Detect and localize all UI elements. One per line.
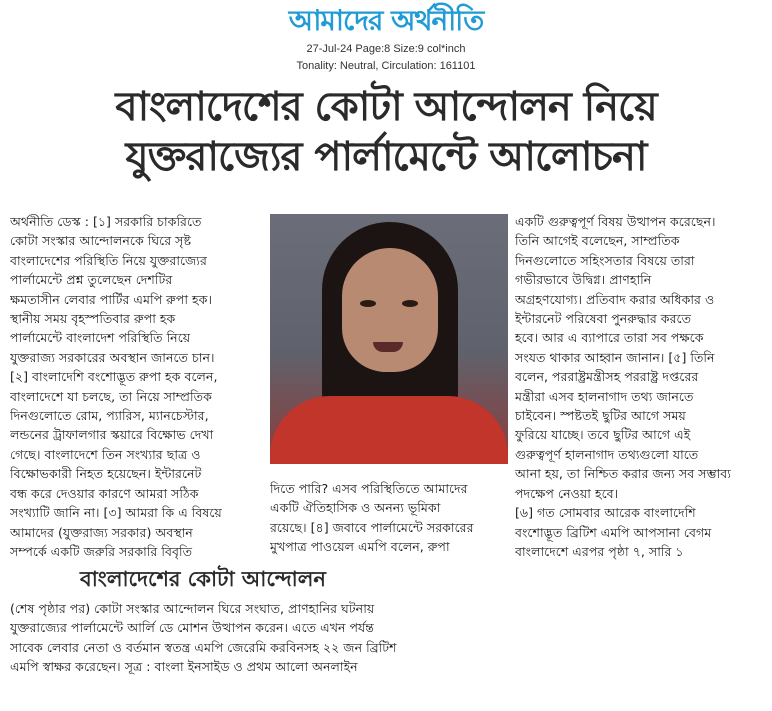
text-line: [৬] গত সোমবার আরেক বাংলাদেশি bbox=[515, 505, 696, 521]
text-line: পার্লামেন্টে বাংলাদেশ পরিস্থিতি নিয়ে bbox=[10, 330, 191, 346]
text-line: অগ্রহণযোগ্য। প্রতিবাদ করার অধিকার ও bbox=[515, 291, 715, 307]
text-line: দিনগুলোতে রোম, প্যারিস, ম্যানচেস্টার, bbox=[10, 408, 209, 424]
text-line: (শেষ পৃষ্ঠার পর) কোটা সংস্কার আন্দোলন ঘিরে সংঘাত, প্রাণহানির ঘটনায় bbox=[10, 601, 375, 616]
clipping-meta-line1: 27-Jul-24 Page:8 Size:9 col*inch bbox=[306, 43, 466, 55]
masthead bbox=[0, 4, 772, 38]
text-line: বাংলাদেশে যা চলছে, তা নিয়ে সাম্প্রতিক bbox=[10, 388, 212, 404]
text-line: সংখ্যাটি জানি না। [৩] আমরা কি এ বিষয়ে bbox=[10, 505, 222, 521]
text-line: মন্ত্রীরা এসব হালনাগাদ তথ্য জানতে bbox=[515, 388, 694, 404]
continuation-body bbox=[10, 599, 470, 677]
text-line: সংযত থাকার আহ্বান জানান। [৫] তিনি bbox=[515, 349, 715, 365]
text-line: বাংলাদেশে এরপর পৃষ্ঠা ৭, সারি ১ bbox=[515, 543, 684, 559]
text-line: এমপি স্বাক্ষর করেছেন। সূত্র : বাংলা ইনসাইড ও প্রথম আলো অনলাইন bbox=[10, 659, 358, 675]
text-line: কোটা সংস্কার আন্দোলনকে ঘিরে সৃষ্ট bbox=[10, 233, 192, 249]
text-line: বন্ধ করে দেওয়ার কারণে আমরা সঠিক bbox=[10, 485, 199, 501]
photo-eye-right bbox=[402, 300, 418, 307]
article-headline bbox=[0, 82, 772, 182]
photo-face bbox=[342, 248, 438, 372]
text-line: বিক্ষোভকারী নিহত হয়েছেন। ইন্টারনেট bbox=[10, 466, 202, 482]
text-line: বংশোদ্ভূত ব্রিটিশ এমপি আপসানা বেগম bbox=[515, 524, 712, 540]
text-line: সম্পর্কে একটি জরুরি সরকারি বিবৃতি bbox=[10, 543, 193, 559]
text-line: ইন্টারনেট পরিষেবা পুনরুদ্ধার করতে bbox=[515, 311, 692, 327]
text-line: যুক্তরাজ্য সরকারের অবস্থান জানতে চান। bbox=[10, 349, 215, 365]
text-line: ফুরিয়ে যাচ্ছে। তবে ছুটির আগে এই bbox=[515, 427, 691, 443]
text-line: বলেন, পররাষ্ট্রমন্ত্রীসহ পররাষ্ট্র দপ্তরের bbox=[515, 369, 699, 385]
headline-line-2: যুক্তরাজ্যের পার্লামেন্টে আলোচনা bbox=[125, 134, 647, 180]
newspaper-logo: আমাদের অর্থনীতি bbox=[288, 4, 484, 37]
text-line: চাইবেন। স্পষ্টতই ছুটির আগে সময় bbox=[515, 408, 686, 424]
text-line: দিতে পারি? এসব পরিস্থিতিতে আমাদের bbox=[270, 481, 468, 496]
text-line: স্থানীয় সময় বৃহস্পতিবার রুপা হক bbox=[10, 311, 176, 327]
article-column-middle bbox=[270, 479, 508, 557]
photo-shirt bbox=[270, 396, 508, 464]
article-photo bbox=[270, 214, 508, 464]
text-line: গেছে। বাংলাদেশে তিন সংখ্যার ছাত্র ও bbox=[10, 446, 201, 462]
text-line: তিনি আগেই বলেছেন, সাম্প্রতিক bbox=[515, 233, 680, 249]
text-line: রয়েছে। [৪] জবাবে পার্লামেন্টে সরকারের bbox=[270, 519, 474, 535]
text-line: দিনগুলোতে সহিংসতার বিষয়ে তারা bbox=[515, 252, 695, 268]
text-line: আমাদের (যুক্তরাজ্য সরকার) অবস্থান bbox=[10, 524, 193, 540]
text-line: গুরুত্বপূর্ণ হালনাগাদ তথ্যগুলো যাতে bbox=[515, 446, 699, 462]
text-line: সাবেক লেবার নেতা ও বর্তমান স্বতন্ত্র এমপি জেরেমি করবিনসহ ২২ জন ব্রিটিশ bbox=[10, 639, 397, 655]
text-line: আনা হয়, তা নিশ্চিত করার জন্য সব সম্ভাব্য bbox=[515, 466, 731, 482]
text-line: গভীরভাবে উদ্বিগ্ন। প্রাণহানি bbox=[515, 272, 652, 288]
text-line: হবে। আর এ ব্যাপারে তারা সব পক্ষকে bbox=[515, 330, 704, 346]
headline-line-1: বাংলাদেশের কোটা আন্দোলন নিয়ে bbox=[115, 84, 657, 130]
text-line: একটি ঐতিহাসিক ও অনন্য ভূমিকা bbox=[270, 500, 441, 516]
clipping-meta-line2: Tonality: Neutral, Circulation: 161101 bbox=[296, 60, 476, 72]
text-line: মুখপাত্র পাওয়েল এমপি বলেন, রুপা bbox=[270, 539, 450, 555]
text-line: বাংলাদেশের পরিস্থিতি নিয়ে যুক্তরাজ্যের bbox=[10, 252, 207, 268]
article-column-left bbox=[10, 212, 262, 561]
text-line: পদক্ষেপ নেওয়া হবে। bbox=[515, 485, 619, 501]
text-line: একটি গুরুত্বপূর্ণ বিষয় উত্থাপন করেছেন। bbox=[515, 214, 716, 229]
text-line: অর্থনীতি ডেস্ক : [১] সরকারি চাকরিতে bbox=[10, 214, 202, 229]
continuation-headline: বাংলাদেশের কোটা আন্দোলন bbox=[80, 567, 326, 591]
text-line: লন্ডনের ট্রাফালগার স্কয়ারে বিক্ষোভ দেখা bbox=[10, 427, 214, 443]
text-line: [২] বাংলাদেশি বংশোদ্ভূত রুপা হক বলেন, bbox=[10, 369, 218, 385]
text-line: যুক্তরাজ্যের পার্লামেন্টে আর্লি ডে মোশন উত্থাপন করেন। এতে এখন পর্যন্ত bbox=[10, 620, 374, 636]
article-column-right bbox=[515, 212, 767, 561]
photo-eye-left bbox=[360, 300, 376, 307]
text-line: ক্ষমতাসীন লেবার পার্টির এমপি রুপা হক। bbox=[10, 291, 212, 307]
text-line: পার্লামেন্টে প্রশ্ন তুলেছেন দেশটির bbox=[10, 272, 173, 288]
